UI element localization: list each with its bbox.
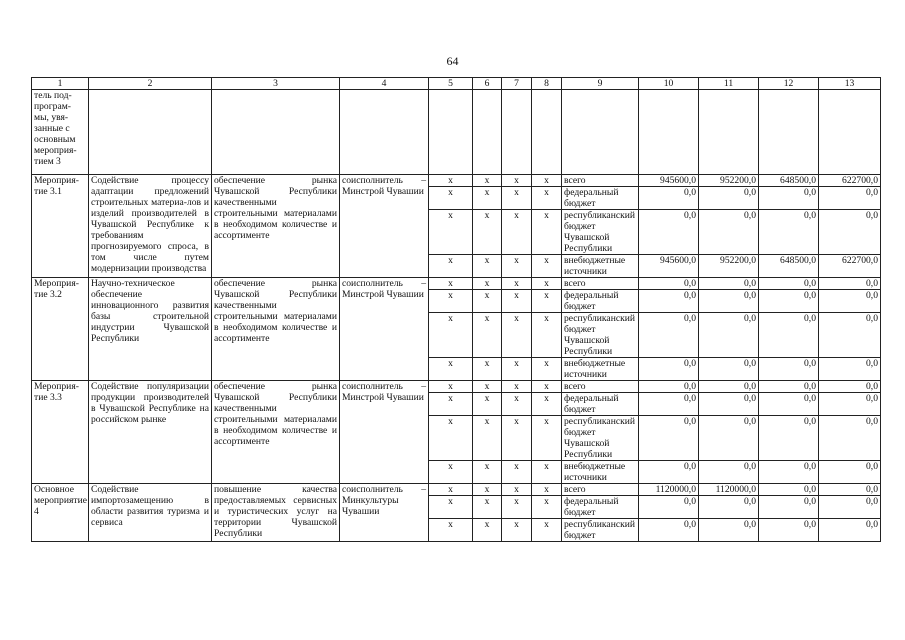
- value-cell: 0,0: [639, 496, 699, 519]
- mark-cell: x: [429, 381, 473, 393]
- table-row: [32, 175, 881, 187]
- value-cell: 0,0: [819, 278, 881, 290]
- continuation-cell: тель под- програм- мы, увя- занные с основным мероприя- тием 3: [32, 90, 89, 175]
- mark-cell: x: [473, 519, 502, 542]
- table-row: [32, 278, 881, 290]
- event-name: Мероприя- тие 3.3: [32, 381, 89, 484]
- mark-cell: x: [502, 278, 532, 290]
- event-name: Мероприя- тие 3.2: [32, 278, 89, 381]
- mark-cell: x: [429, 496, 473, 519]
- value-cell: 0,0: [819, 461, 881, 484]
- value-cell: 0,0: [759, 313, 819, 358]
- funding-source: всего: [562, 278, 639, 290]
- funding-source: внебюджетные источники: [562, 358, 639, 381]
- mark-cell: x: [532, 496, 562, 519]
- event-goal: повышение качества предоставляемых сервисных и туристических услуг на территории Чувашской Республики: [212, 484, 340, 542]
- value-cell: 0,0: [639, 519, 699, 542]
- mark-cell: x: [473, 393, 502, 416]
- column-number: 8: [532, 78, 562, 90]
- column-number: 9: [562, 78, 639, 90]
- value-cell: 0,0: [819, 496, 881, 519]
- mark-cell: x: [502, 210, 532, 255]
- event-executor: соисполнитель – Минстрой Чувашии: [340, 278, 429, 381]
- value-cell: 0,0: [759, 461, 819, 484]
- mark-cell: x: [502, 187, 532, 210]
- value-cell: 0,0: [699, 187, 759, 210]
- value-cell: 0,0: [699, 381, 759, 393]
- value-cell: 0,0: [759, 484, 819, 496]
- event-description: Содействие популяризации продукции производителей в Чувашской Республике на российском рынке: [89, 381, 212, 484]
- mark-cell: x: [532, 278, 562, 290]
- event-description: Содействие импортозамещению в области развития туризма и сервиса: [89, 484, 212, 542]
- event-description: Содействие процессу адаптации предложений строительных материа-лов и изделий производителей в Чувашской Республике к требованиям прогнозируемого спроса, в том числе путем модернизации производства: [89, 175, 212, 278]
- value-cell: 0,0: [819, 187, 881, 210]
- mark-cell: x: [532, 416, 562, 461]
- value-cell: 0,0: [699, 496, 759, 519]
- value-cell: 0,0: [639, 313, 699, 358]
- mark-cell: x: [502, 255, 532, 278]
- value-cell: 0,0: [819, 290, 881, 313]
- mark-cell: x: [429, 393, 473, 416]
- event-executor: соисполнитель – Минстрой Чувашии: [340, 381, 429, 484]
- value-cell: 0,0: [639, 461, 699, 484]
- funding-source: внебюджетные источники: [562, 461, 639, 484]
- mark-cell: x: [429, 175, 473, 187]
- column-number: 12: [759, 78, 819, 90]
- mark-cell: x: [532, 393, 562, 416]
- value-cell: 1120000,0: [639, 484, 699, 496]
- column-number: 10: [639, 78, 699, 90]
- column-number: 5: [429, 78, 473, 90]
- mark-cell: x: [429, 278, 473, 290]
- continuation-row: [32, 90, 881, 175]
- value-cell: 0,0: [699, 210, 759, 255]
- value-cell: 0,0: [759, 278, 819, 290]
- mark-cell: x: [502, 496, 532, 519]
- value-cell: 0,0: [699, 313, 759, 358]
- mark-cell: x: [473, 484, 502, 496]
- value-cell: 622700,0: [819, 175, 881, 187]
- mark-cell: x: [473, 416, 502, 461]
- event-description: Научно-техническое обеспечение инновационного развития базы строительной индустрии Чувашской Республики: [89, 278, 212, 381]
- mark-cell: x: [473, 358, 502, 381]
- mark-cell: x: [429, 461, 473, 484]
- funding-source: федеральный бюджет: [562, 187, 639, 210]
- mark-cell: x: [429, 187, 473, 210]
- value-cell: 0,0: [759, 381, 819, 393]
- funding-source: республиканский бюджет Чувашской Республики: [562, 210, 639, 255]
- value-cell: 0,0: [819, 313, 881, 358]
- value-cell: 0,0: [699, 358, 759, 381]
- mark-cell: x: [429, 358, 473, 381]
- value-cell: 952200,0: [699, 255, 759, 278]
- mark-cell: x: [502, 313, 532, 358]
- event-goal: обеспечение рынка Чувашской Республики качественными строительными материалами в необходимом количестве и ассортименте: [212, 175, 340, 278]
- column-number: 1: [32, 78, 89, 90]
- event-name: Мероприя- тие 3.1: [32, 175, 89, 278]
- event-executor: соисполнитель – Минкультуры Чувашии: [340, 484, 429, 542]
- funding-source: федеральный бюджет: [562, 496, 639, 519]
- value-cell: 648500,0: [759, 175, 819, 187]
- funding-source: федеральный бюджет: [562, 290, 639, 313]
- mark-cell: x: [502, 416, 532, 461]
- mark-cell: x: [429, 255, 473, 278]
- mark-cell: x: [429, 416, 473, 461]
- value-cell: 0,0: [639, 187, 699, 210]
- mark-cell: x: [429, 313, 473, 358]
- value-cell: 0,0: [639, 416, 699, 461]
- mark-cell: x: [532, 358, 562, 381]
- mark-cell: x: [532, 519, 562, 542]
- mark-cell: x: [532, 187, 562, 210]
- mark-cell: x: [473, 175, 502, 187]
- column-number-row: [32, 78, 881, 90]
- mark-cell: x: [429, 484, 473, 496]
- mark-cell: x: [473, 381, 502, 393]
- mark-cell: x: [532, 175, 562, 187]
- value-cell: 0,0: [759, 290, 819, 313]
- value-cell: 0,0: [699, 416, 759, 461]
- mark-cell: x: [473, 187, 502, 210]
- mark-cell: x: [473, 210, 502, 255]
- value-cell: 0,0: [639, 381, 699, 393]
- mark-cell: x: [429, 519, 473, 542]
- funding-source: всего: [562, 484, 639, 496]
- event-executor: соисполнитель – Минстрой Чувашии: [340, 175, 429, 278]
- value-cell: 0,0: [759, 496, 819, 519]
- mark-cell: x: [473, 496, 502, 519]
- value-cell: 0,0: [699, 278, 759, 290]
- mark-cell: x: [429, 290, 473, 313]
- funding-source: республиканский бюджет Чувашской Республики: [562, 416, 639, 461]
- value-cell: 0,0: [639, 290, 699, 313]
- mark-cell: x: [502, 175, 532, 187]
- table-row: [32, 484, 881, 496]
- value-cell: 0,0: [699, 393, 759, 416]
- mark-cell: x: [473, 313, 502, 358]
- column-number: 6: [473, 78, 502, 90]
- column-number: 2: [89, 78, 212, 90]
- program-table: [31, 77, 881, 542]
- mark-cell: x: [473, 461, 502, 484]
- value-cell: 0,0: [639, 210, 699, 255]
- mark-cell: x: [532, 290, 562, 313]
- mark-cell: x: [502, 358, 532, 381]
- column-number: 13: [819, 78, 881, 90]
- value-cell: 0,0: [759, 358, 819, 381]
- value-cell: 1120000,0: [699, 484, 759, 496]
- mark-cell: x: [473, 290, 502, 313]
- page-number: 64: [446, 54, 459, 68]
- value-cell: 945600,0: [639, 255, 699, 278]
- value-cell: 0,0: [639, 393, 699, 416]
- mark-cell: x: [532, 381, 562, 393]
- mark-cell: x: [473, 255, 502, 278]
- mark-cell: x: [502, 381, 532, 393]
- value-cell: 0,0: [819, 519, 881, 542]
- value-cell: 0,0: [699, 290, 759, 313]
- value-cell: 0,0: [819, 381, 881, 393]
- value-cell: 648500,0: [759, 255, 819, 278]
- column-number: 3: [212, 78, 340, 90]
- mark-cell: x: [473, 278, 502, 290]
- event-goal: обеспечение рынка Чувашской Республики качественными строительными материалами в необходимом количестве и ассортименте: [212, 278, 340, 381]
- mark-cell: x: [429, 210, 473, 255]
- value-cell: 0,0: [759, 416, 819, 461]
- mark-cell: x: [502, 484, 532, 496]
- mark-cell: x: [532, 484, 562, 496]
- table-row: [32, 381, 881, 393]
- value-cell: 945600,0: [639, 175, 699, 187]
- column-number: 4: [340, 78, 429, 90]
- value-cell: 0,0: [759, 393, 819, 416]
- funding-source: республиканский бюджет: [562, 519, 639, 542]
- value-cell: 0,0: [819, 393, 881, 416]
- value-cell: 0,0: [759, 519, 819, 542]
- mark-cell: x: [532, 210, 562, 255]
- funding-source: всего: [562, 381, 639, 393]
- mark-cell: x: [532, 313, 562, 358]
- column-number: 11: [699, 78, 759, 90]
- column-number: 7: [502, 78, 532, 90]
- funding-source: внебюджетные источники: [562, 255, 639, 278]
- funding-source: республиканский бюджет Чувашской Республики: [562, 313, 639, 358]
- event-name: Основное мероприятие 4: [32, 484, 89, 542]
- value-cell: 0,0: [819, 484, 881, 496]
- mark-cell: x: [532, 461, 562, 484]
- mark-cell: x: [502, 461, 532, 484]
- mark-cell: x: [502, 393, 532, 416]
- value-cell: 0,0: [699, 461, 759, 484]
- funding-source: всего: [562, 175, 639, 187]
- mark-cell: x: [502, 290, 532, 313]
- value-cell: 622700,0: [819, 255, 881, 278]
- event-goal: обеспечение рынка Чувашской Республики качественными строительными материалами в необходимом количестве и ассортименте: [212, 381, 340, 484]
- value-cell: 0,0: [819, 358, 881, 381]
- funding-source: федеральный бюджет: [562, 393, 639, 416]
- value-cell: 0,0: [639, 278, 699, 290]
- mark-cell: x: [532, 255, 562, 278]
- value-cell: 0,0: [759, 187, 819, 210]
- mark-cell: x: [502, 519, 532, 542]
- value-cell: 952200,0: [699, 175, 759, 187]
- value-cell: 0,0: [819, 416, 881, 461]
- value-cell: 0,0: [759, 210, 819, 255]
- value-cell: 0,0: [699, 519, 759, 542]
- value-cell: 0,0: [639, 358, 699, 381]
- value-cell: 0,0: [819, 210, 881, 255]
